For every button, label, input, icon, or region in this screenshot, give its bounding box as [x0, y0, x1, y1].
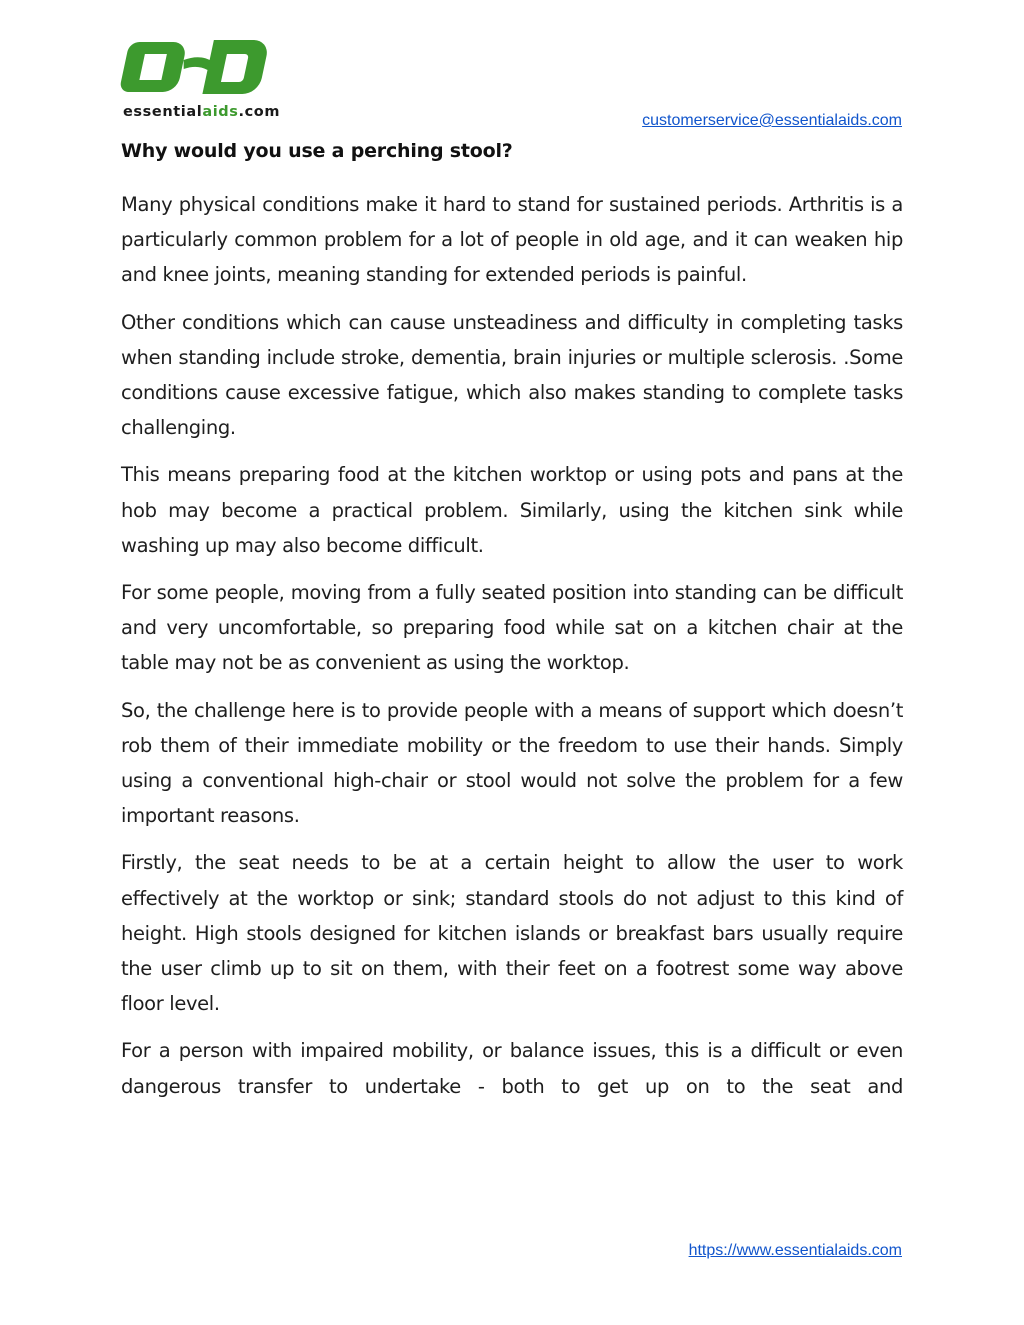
- paragraph: This means preparing food at the kitchen worktop or using pots and pans at the hob may become a practical problem. Similarly, using the kitchen sink while washing up may also become difficult.: [121, 463, 903, 557]
- website-link[interactable]: https://www.essentialaids.com: [688, 1242, 902, 1259]
- email-link[interactable]: customerservice@essentialaids.com: [642, 112, 902, 129]
- paragraph: For a person with impaired mobility, or balance issues, this is a difficult or even dangerous transfer to undertake - both to get up on to the seat and: [121, 1039, 903, 1098]
- logo-text-accent: aids: [202, 104, 239, 120]
- logo-wordmark: [123, 104, 280, 120]
- paragraph: Many physical conditions make it hard to stand for sustained periods. Arthritis is a particularly common problem for a lot of people in old age, and it can weaken hip and knee joints, meaning standing for extended periods is painful.: [121, 193, 903, 287]
- article-body: [121, 187, 903, 1116]
- paragraph: For some people, moving from a fully seated position into standing can be difficult and very uncomfortable, so preparing food while sat on a kitchen chair at the table may not be as convenient as using the worktop.: [121, 581, 903, 675]
- logo-mark-icon: [120, 30, 290, 100]
- logo-text-prefix: essential: [123, 104, 203, 120]
- paragraph: So, the challenge here is to provide people with a means of support which doesn’t rob them of their immediate mobility or the freedom to use their hands. Simply using a conventional high-chair or stool would not solve the problem for a few important reasons.: [121, 698, 903, 828]
- paragraph: Other conditions which can cause unsteadiness and difficulty in completing tasks when standing include stroke, dementia, brain injuries or multiple sclerosis. .Some conditions cause excessive fatigue, which also makes standing to complete tasks challenging.: [121, 310, 903, 440]
- article-title: Why would you use a perching stool?: [121, 140, 513, 162]
- paragraph: Firstly, the seat needs to be at a certain height to allow the user to work effectively at the worktop or sink; standard stools do not adjust to this kind of height. High stools designed for kitchen islands or breakfast bars usually require the user climb up to sit on them, with their feet on a footrest some way above floor level.: [121, 851, 903, 1016]
- logo-text-suffix: .com: [238, 104, 281, 120]
